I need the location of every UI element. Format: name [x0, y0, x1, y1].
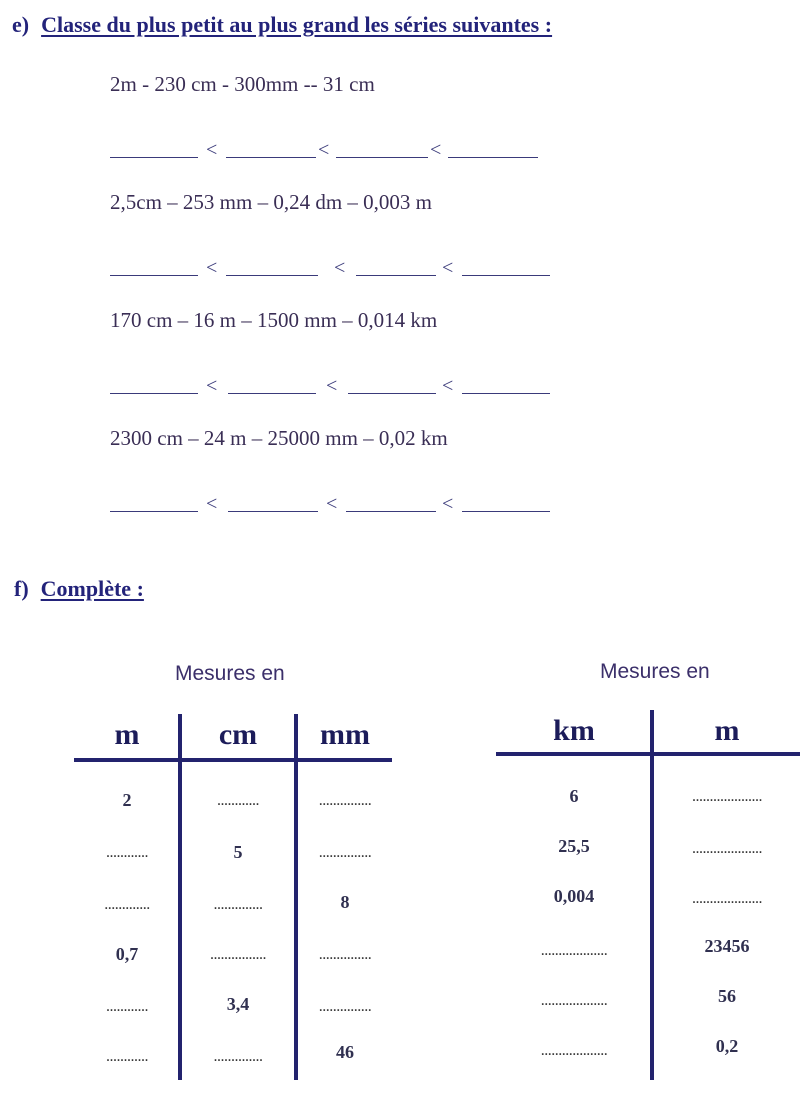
less-than-sign: <: [206, 493, 218, 515]
table2-blank-cell[interactable]: ....................: [692, 840, 762, 857]
table1-blank-cell[interactable]: ............: [217, 792, 259, 809]
table1-blank-cell[interactable]: ............: [106, 844, 148, 861]
section-f-heading: [14, 576, 144, 602]
table1-blank-cell[interactable]: .............: [104, 896, 150, 913]
answer-row-2: [110, 256, 550, 279]
table2-blank-cell[interactable]: ...................: [540, 1042, 608, 1059]
answer-row-1: [110, 138, 550, 161]
table1-header-cm: cm: [218, 718, 258, 751]
answer-blank[interactable]: [462, 275, 550, 276]
answer-blank[interactable]: [228, 511, 318, 512]
table1-header-m: m: [114, 718, 140, 751]
table2-cell: 0,004: [553, 886, 595, 906]
answer-blank[interactable]: [356, 275, 436, 276]
section-f-letter: f): [14, 576, 29, 601]
answer-blank[interactable]: [110, 275, 198, 276]
table2-blank-cell[interactable]: ....................: [692, 890, 762, 907]
less-than-sign: <: [442, 375, 454, 397]
section-e-title: Classe du plus petit au plus grand les séries suivantes :: [41, 12, 553, 37]
table1-cell: 5: [233, 842, 243, 862]
table1-cell: 8: [340, 892, 350, 912]
table1-label: Mesures en: [175, 662, 285, 685]
answer-row-4: [110, 492, 550, 515]
series-4: 2300 cm – 24 m – 25000 mm – 0,02 km: [110, 426, 448, 450]
answer-blank[interactable]: [462, 393, 550, 394]
table1-header-mm: mm: [320, 718, 370, 751]
answer-blank[interactable]: [336, 157, 428, 158]
table2-blank-cell[interactable]: ...................: [540, 942, 608, 959]
table2-blank-cell[interactable]: ....................: [692, 788, 762, 805]
table1-blank-cell[interactable]: ............: [106, 998, 148, 1015]
table2-cell: 0,2: [715, 1036, 739, 1056]
answer-blank[interactable]: [228, 393, 316, 394]
answer-blank[interactable]: [226, 157, 316, 158]
answer-blank[interactable]: [110, 157, 198, 158]
less-than-sign: <: [442, 493, 454, 515]
answer-blank[interactable]: [462, 511, 550, 512]
answer-blank[interactable]: [226, 275, 318, 276]
less-than-sign: <: [430, 139, 442, 161]
table2-header-km: km: [553, 714, 595, 747]
less-than-sign: <: [326, 493, 338, 515]
table2-header-rule: [496, 752, 800, 756]
table1-cell: 2: [122, 790, 132, 810]
table1-blank-cell[interactable]: ...............: [318, 792, 372, 809]
section-e-heading: [12, 12, 552, 38]
section-e-letter: e): [12, 12, 30, 37]
series-2: 2,5cm – 253 mm – 0,24 dm – 0,003 m: [110, 190, 432, 214]
answer-blank[interactable]: [110, 511, 198, 512]
table2-cell: 56: [718, 986, 736, 1006]
table2-cell: 6: [569, 786, 579, 806]
table2-header-m: m: [714, 714, 740, 747]
less-than-sign: <: [442, 257, 454, 279]
less-than-sign: <: [206, 375, 218, 397]
less-than-sign: <: [206, 257, 218, 279]
table1-blank-cell[interactable]: ...............: [318, 844, 372, 861]
table2-blank-cell[interactable]: ...................: [540, 992, 608, 1009]
table1-cell: 3,4: [226, 994, 250, 1014]
table1-blank-cell[interactable]: ...............: [318, 998, 372, 1015]
less-than-sign: <: [334, 257, 346, 279]
less-than-sign: <: [326, 375, 338, 397]
table2-cell: 25,5: [558, 836, 590, 856]
answer-blank[interactable]: [110, 393, 198, 394]
answer-row-3: [110, 374, 550, 397]
series-3: 170 cm – 16 m – 1500 mm – 0,014 km: [110, 308, 438, 332]
table1-blank-cell[interactable]: ...............: [318, 946, 372, 963]
section-f-title: Complète :: [40, 576, 144, 601]
table2-cell: 23456: [704, 936, 750, 956]
less-than-sign: <: [206, 139, 218, 161]
table1-blank-cell[interactable]: ..............: [213, 896, 263, 913]
less-than-sign: <: [318, 139, 330, 161]
table1-blank-cell[interactable]: ..............: [213, 1048, 263, 1065]
table1-cell: 0,7: [115, 944, 139, 964]
answer-blank[interactable]: [348, 393, 436, 394]
series-1: 2m - 230 cm - 300mm -- 31 cm: [110, 72, 375, 96]
answer-blank[interactable]: [346, 511, 436, 512]
table1-header-rule: [74, 758, 392, 762]
answer-blank[interactable]: [448, 157, 538, 158]
table1-cell: 46: [336, 1042, 354, 1062]
table1-blank-cell[interactable]: ................: [210, 946, 266, 963]
table2-label: Mesures en: [600, 660, 710, 683]
table1-blank-cell[interactable]: ............: [106, 1048, 148, 1065]
